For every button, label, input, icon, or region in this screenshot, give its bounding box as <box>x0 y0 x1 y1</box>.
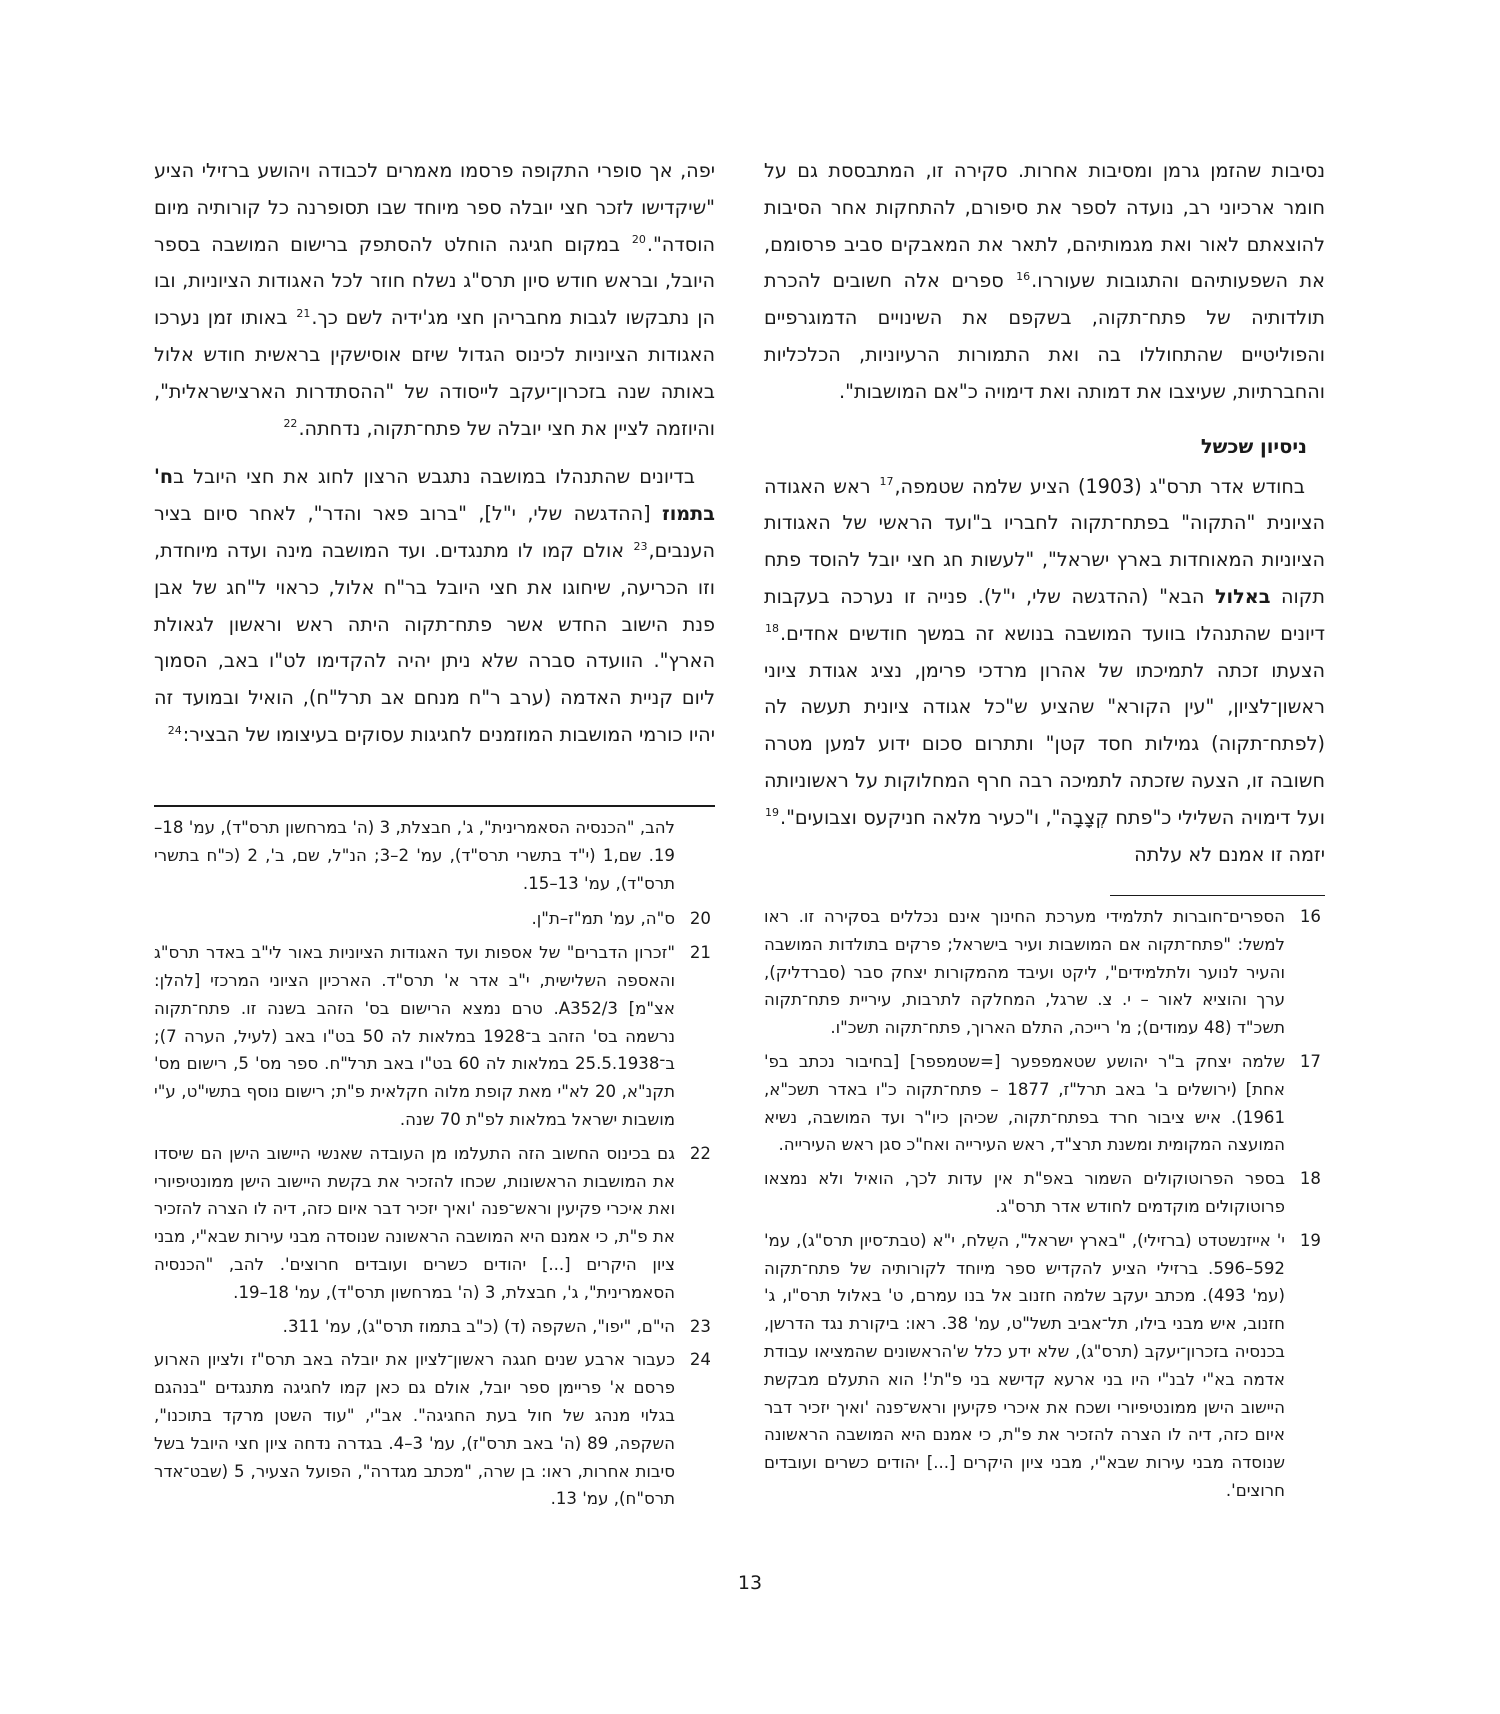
footnote-continuation: להב, "הכנסיה הסאמרינית", ג', חבצלת, 3 (ה' במרחשון תרס"ד), עמ' 18–19. שם,1 (י"ד בתשרי תרס"ד), עמ' 2–3; הנ"ל, שם, ב', 2 (כ"ח בתשרי תרס"ד), עמ' 13–15. <box>154 818 675 893</box>
text: הבא" (ההדגשה שלי, י"ל). פנייה זו נערכה בעקבות דיונים שהתנהלו בוועד המושבה בנושא זה במשך חודשים אחדים. <box>764 584 1325 645</box>
footnote <box>764 1048 1325 1159</box>
footnote-text: כעבור ארבע שנים חגגה ראשון־לציון את יובלה באב תרס"ז ולציון הארוע פרסם א' פריימן ספר יובל, אולם גם כאן קמו לחגיגה מתנגדים "בנהגם בגלוי מנהג של חול בעת החגיגה". אב"י, "עוד השטן מרקד בתוכנו", השקפה, 89 (ה' באב תרס"ז), עמ' 3–4. בגדרה נדחה ציון חצי היובל בשל סיבות אחרות, ראו: בן שרה, "מכתב מגדרה", הפועל הצעיר, 5 (שבט־אדר תרס"ח), עמ' 13. <box>154 1350 675 1509</box>
footnote-number: 18 <box>1299 1169 1321 1189</box>
footnote-text: ס"ה, עמ' תמ"ז–ת"ן. <box>531 909 675 929</box>
right-paragraph-2 <box>764 469 1325 874</box>
footnote <box>764 903 1325 1042</box>
text: ראש האגודה הציונית "התקוה" בפתח־תקוה לחבריו ב"ועד הראשי של האגודות הציוניות המאוחדות בארץ ישראל", "לעשות חג חצי יובל להוסד פתח תקוה <box>764 474 1325 608</box>
footnote-ref[interactable]: 17 <box>879 475 894 489</box>
footnote-text: "זכרון הדברים" של אספות ועד האגודות הציוניות באור לי"ב באדר תרס"ג והאספה השלישית, י"ב אדר א' תרס"ד. הארכיון הציוני המרכזי [להלן: אצ"מ] A352/3. טרם נמצא הרישום בס' הזהב בשנה זו. פתח־תקוה נרשמה בס' הזהב ב־1928 במלאות לה 50 בט"ו באב (לעיל, הערה 7); ב־25.5.1938 במלאות לה 60 בט"ו באב תרל"ח. ספר מס' 5, רישום מס' תקנ"א, 20 לא"י מאת קופת מלוה חקלאית פ"ת; רישום נוסף בתשי"ט, ע"י מושבות ישראל במלאות לפ"ת 70 שנה. <box>154 943 675 1129</box>
footnote-number: 19 <box>1299 1230 1321 1250</box>
text: באותו זמן נערכו האגודות הציוניות לכינוס הגדול שיזם אוסישקין בראשית חודש אלול באותה שנה בזכרון־יעקב לייסודה של "ההסתדרות הארצישראלית", והיוזמה לציין את חצי יובלה של פתח־תקוה, נדחתה. <box>154 306 715 440</box>
footnote-text: שלמה יצחק ב"ר יהושע שטאמפפער [=שטמפפר] [בחיבור נכתב בפ' אחת] (ירושלים ב' באב תרל"ז, 1877 – פתח־תקוה כ"ו באדר תשכ"א, 1961). איש ציבור חרד בפתח־תקוה, שכיהן כיו"ר ועד המושבה, נשיא המועצה המקומית ומשנת תרצ"ד, ראש העירייה ואח"כ סגן ראש העירייה. <box>764 1051 1285 1155</box>
footnote-text: י' אייזנשטדט (ברזילי), "בארץ ישראל", השִלֹח, י"א (טבת־סיון תרס"ג), עמ' 592–596. ברזילי הציע להקדיש ספר מיוחד לקורותיה של פתח־תקוה (עמ' 493). מכתב יעקב שלמה חזנוב אל בנו עמרם, ט' באלול תרס"ו, ג' חזנוב, איש מבני בילו, תל־אביב תשל"ט, עמ' 38. ראו: ביקורת נגד הדרשן, בכנסיה בזכרון־יעקב (תרס"ג), שלא ידע כלל ש'הראשונים שהמציאו עבודת אדמה בא"י לבנ"י היו בני ארעא קדישא בני פ"ת'! הוא התעלם מבקשת היישוב הישן ממונטיפיורי ושכח את איכרי פקיעין וראש־פנה 'ואיך יזכיר דבר איום כזה, דיה לו הצרה להזכיר את פ"ת, כי אמנם היא המושבה הראשונה שנוסדה מבני עירות שבא"י, מבני ציון היקרים [...] יהודים כשרים ועובדים חרוצים'. <box>764 1230 1285 1500</box>
footnote-ref[interactable]: 20 <box>631 233 646 247</box>
text: בדיונים שהתנהלו במושבה נתגבש הרצון לחוג את חצי היובל ב <box>173 465 695 489</box>
text: אולם קמו לו מתנגדים. ועד המושבה מינה ועדה מיוחדת, וזו הכריעה, שיחוגו את חצי היובל בר"ח אלול, כראוי ל"חג של אבן פנת הישוב החדש אשר פתח־תקוה היתה ראש וראשון לגאולת הארץ". הוועדה סברה שלא ניתן יהיה להקדימו לט"ו באב, הסמוך ליום קניית האדמה (ערב ר"ח מנחם אב תרל"ח), הואיל ובמועד זה יהיו כורמי המושבות המוזמנים לחגיגות עסוקים בעיצומו של הבציר: <box>154 538 715 746</box>
text: הצעתו זכתה לתמיכתו של אהרון מרדכי פרימן, נציג אגודת ציוני ראשון־לציון, "עין הקורא" שהציע ש"כל אגודה ציונית תעשה לה (לפתח־תקוה) גמילות חסד קטן" ותתרום סכום ידוע למען מטרה חשובה זו, הצעה שזכתה לתמיכה רבה חרף המחלוקות על ראשוניותה ועל דימויה השלילי כ"פתח קְצָבָה", ו"כעיר מלאה חניקעס וצבועים". <box>764 658 1325 829</box>
footnote-text: הספרים־חוברות לתלמידי מערכת החינוך אינם נכללים בסקירה זו. ראו למשל: "פתח־תקוה אם המושבות ועיר בישראל; פרקים בתולדות המושבה והעיר לנוער ולתלמידים", ליקט ועיבד מהמקורות יצחק סבר (סברדליק), ערך והוציא לאור – י. צ. שרגל, המחלקה לתרבות, עיריית פתח־תקוה תשכ"ד (48 עמודים); מ' רייכה, התלם הארוך, פתח־תקוה תשכ"ו. <box>764 907 1285 1038</box>
right-paragraph-1 <box>764 153 1325 411</box>
footnote-number: 23 <box>689 1316 711 1336</box>
footnote-divider-right <box>1110 895 1325 896</box>
footnote <box>764 1165 1325 1221</box>
bold-text: ח' בתמוז <box>154 465 715 526</box>
footnotes-left <box>154 814 715 1519</box>
footnote-number: 22 <box>689 1143 711 1163</box>
text: [ההדגשה שלי, י"ל], "ברוב פאר והדר", לאחר סיום בציר הענבים, <box>154 502 715 562</box>
footnote <box>154 939 715 1134</box>
footnote-ref[interactable]: 18 <box>765 622 779 636</box>
footnote-number: 24 <box>689 1350 711 1370</box>
page-number: 13 <box>737 1572 763 1594</box>
footnote <box>764 1227 1325 1505</box>
text: יזמה זו אמנם לא עלתה <box>1134 842 1325 866</box>
footnote-text: הי"ם, "יפו", השקפה (ד) (כ"ב בתמוז תרס"ג), עמ' 311. <box>282 1316 675 1336</box>
left-paragraph-2 <box>154 459 715 753</box>
left-paragraph-1 <box>154 153 715 447</box>
footnote-ref[interactable]: 24 <box>167 723 182 737</box>
footnote-divider-left <box>154 805 715 807</box>
footnote-ref[interactable]: 19 <box>765 806 779 820</box>
right-column <box>764 153 1325 873</box>
left-column <box>154 153 715 754</box>
footnote-text: גם בכינוס החשוב הזה התעלמו מן העובדה שאנשי היישוב הישן הם שיסדו את המושבות הראשונות, שכחו להזכיר את בקשת היישוב הישן ממונטיפיורי ואת איכרי פקיעין וראש־פנה 'ואיך יזכיר דבר איום כזה, דיה לו הצרה להזכיר את פ"ת, כי אמנם היא המושבה הראשונה שנוסדה מבני עירות שבא"י, מבני ציון היקרים [...] יהודים כשרים ועובדים חרוצים'. להב, "הכנסיה הסאמרינית", ג', חבצלת, 3 (ה' במרחשון תרס"ד), עמ' 18–19. <box>154 1143 675 1302</box>
footnote-number: 21 <box>689 943 711 963</box>
text: בחודש אדר תרס"ג (1903) הציע שלמה שטמפה, <box>894 474 1305 498</box>
footnote-number: 17 <box>1299 1051 1321 1071</box>
text: במקום חגיגה הוחלט להסתפק ברישום המושבה בספר היובל, ובראש חודש סיון תרס"ג נשלח חוזר לכל האגודות הציוניות, ובו הן נתבקשו לגבות מחבריהן חצי מג'ידיה לשם כך. <box>154 232 715 330</box>
bold-text: באלול <box>1214 584 1271 608</box>
footnote-text: בספר הפרוטוקולים השמור באפ"ת אין עדות לכך, הואיל ולא נמצאו פרוטוקולים מוקדמים לחודש אדר תרס"ג. <box>764 1169 1285 1216</box>
text: יפה, אך סופרי התקופה פרסמו מאמרים לכבודה ויהושע ברזילי הציע "שיקדישו לזכר חצי יובלה ספר מיוחד שבו תסופרנה כל קורותיה מיום הוסדה". <box>154 159 715 256</box>
text: נסיבות שהזמן גרמן ומסיבות אחרות. סקירה זו, המתבססת גם על חומר ארכיוני רב, נועדה לספר את סיפורם, להתחקות אחר הסיבות להוצאתם לאור ואת מגמותיהם, לתאר את המאבקים סביב פרסומם, את השפעותיהם והתגובות שעוררו. <box>764 159 1325 293</box>
footnote-ref[interactable]: 22 <box>283 417 298 431</box>
footnote-number: 20 <box>689 909 711 929</box>
footnote-ref[interactable]: 16 <box>1016 270 1031 283</box>
text: ספרים אלה חשובים להכרת תולדותיה של פתח־תקוה, בשקפם את השינויים הדמוגרפיים והפוליטיים שהתחוללו בה ואת התמורות הרעיוניות, הכלכליות והחברתיות, שעיצבו את דמותה ואת דימויה כ"אם המושבות". <box>764 269 1325 403</box>
footnote <box>154 1140 715 1307</box>
footnote-ref[interactable]: 21 <box>296 306 311 320</box>
footnotes-right <box>764 903 1325 1511</box>
section-heading: ניסיון שכשל <box>1200 434 1307 458</box>
footnote-ref[interactable]: 23 <box>633 539 648 553</box>
footnote-number: 16 <box>1299 907 1321 926</box>
footnote <box>154 905 715 933</box>
footnote <box>154 1346 715 1513</box>
footnote <box>154 1313 715 1341</box>
